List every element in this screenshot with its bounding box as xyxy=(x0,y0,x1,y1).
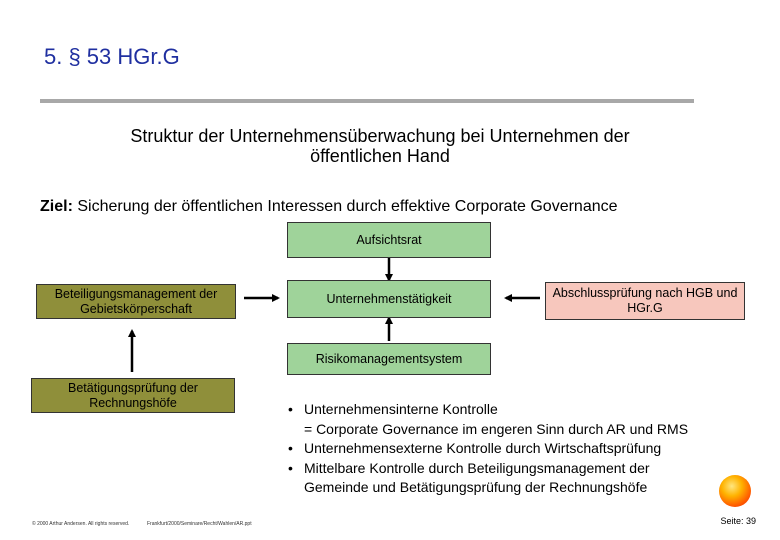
page-number: Seite: 39 xyxy=(720,516,756,526)
subtitle-line-1: Struktur der Unternehmensüberwachung bei Unternehmen der xyxy=(130,126,630,146)
bullet-line: Unternehmensexterne Kontrolle durch Wirtschaftsprüfung xyxy=(304,440,662,456)
abschlusspruefung-label: Abschlussprüfung nach HGB und HGr.G xyxy=(552,286,738,315)
subtitle-line-2: öffentlichen Hand xyxy=(310,146,450,166)
bullet-line: = Corporate Governance im engeren Sinn durch AR und RMS xyxy=(304,420,689,437)
footer-file-path: Frankfurt/2000/Seminare/Recht/Wahlen/AR.ppt xyxy=(147,521,252,527)
unternehmenstaetigkeit-label: Unternehmenstätigkeit xyxy=(326,291,452,306)
betaetigungspruefung-label: Betätigungsprüfung der Rechnungshöfe xyxy=(68,380,198,410)
beteiligungsmanagement-label: Beteiligungsmanagement der Gebietskörperschaft xyxy=(54,286,218,316)
bullet-line: Unternehmensinterne Kontrolle xyxy=(304,401,498,417)
decorative-orb-icon xyxy=(719,475,751,507)
unternehmenstaetigkeit-box xyxy=(287,280,491,318)
aufsichtsrat-label: Aufsichtsrat xyxy=(356,232,422,247)
bullet-line: Gemeinde und Betätigungsprüfung der Rechnungshöfe xyxy=(304,479,648,495)
aufsichtsrat-box xyxy=(287,222,491,258)
beteiligungsmanagement-box xyxy=(36,284,236,319)
bullet-item xyxy=(288,439,688,459)
betaetigungspruefung-box xyxy=(31,378,235,413)
bullet-glyph: • xyxy=(288,440,293,456)
bullet-glyph: • xyxy=(288,459,293,476)
bullet-list xyxy=(288,400,688,498)
footer-copyright: © 2000 Arthur Andersen. All rights reserved. xyxy=(32,521,130,527)
risikomanagement-box xyxy=(287,343,491,375)
risikomanagement-label: Risikomanagementsystem xyxy=(315,351,463,366)
bullet-glyph: • xyxy=(288,401,293,417)
bullet-item xyxy=(288,459,688,498)
slide-title: 5. § 53 HGr.G xyxy=(44,44,180,69)
bullet-item xyxy=(288,400,688,439)
goal-label: Ziel: xyxy=(40,198,73,215)
abschlusspruefung-box xyxy=(545,282,745,320)
goal-text: Sicherung der öffentlichen Interessen durch effektive Corporate Governance xyxy=(72,198,618,215)
bullet-line: Mittelbare Kontrolle durch Beteiligungsmanagement der xyxy=(304,459,650,476)
